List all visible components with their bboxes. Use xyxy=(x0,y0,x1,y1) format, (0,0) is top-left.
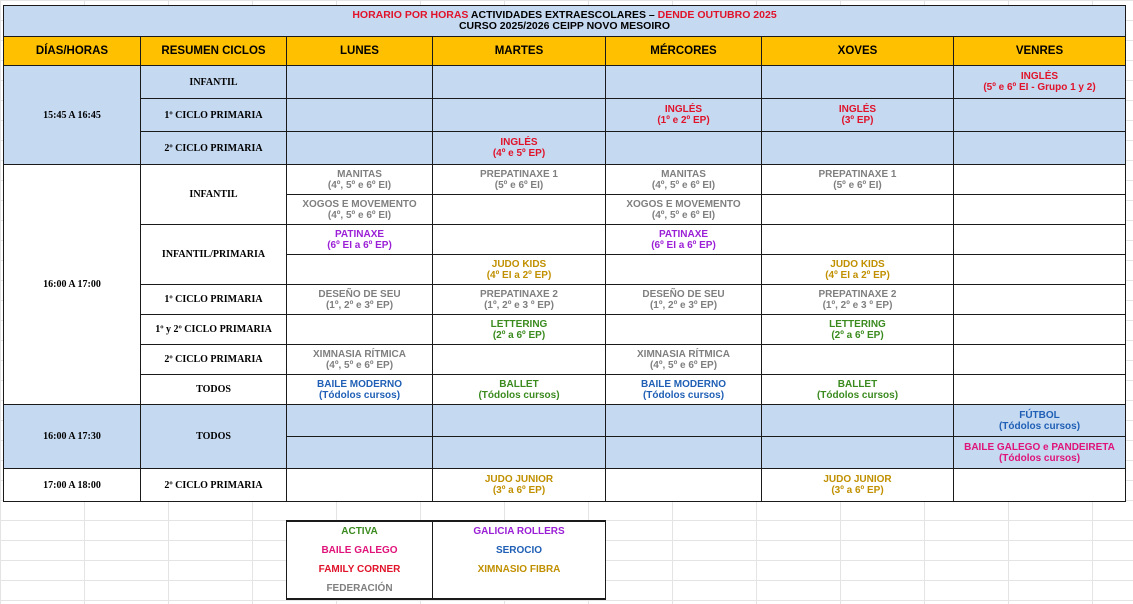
cell-empty[interactable] xyxy=(287,405,433,437)
cycle-1-2-primaria[interactable]: 1º y 2º CICLO PRIMARIA xyxy=(141,315,287,345)
activity-groups: (Tódolos cursos) xyxy=(318,389,401,401)
activity-deseno-monday[interactable] xyxy=(287,285,433,315)
activity-name: BAILE GALEGO e PANDEIRETA xyxy=(964,441,1115,453)
activity-groups: (Tódolos cursos) xyxy=(816,389,899,401)
cycle-1-primaria[interactable]: 1º CICLO PRIMARIA xyxy=(141,99,287,132)
activity-ballet-thursday[interactable] xyxy=(762,375,954,405)
cell-empty[interactable] xyxy=(954,165,1126,195)
header-days-hours[interactable]: DÍAS/HORAS xyxy=(4,37,141,66)
activity-name: PREPATINAXE 1 xyxy=(480,168,558,180)
legend-activa[interactable]: ACTIVA xyxy=(287,521,433,541)
legend-galicia-rollers[interactable]: GALICIA ROLLERS xyxy=(433,521,606,541)
provider-legend xyxy=(286,520,606,600)
activity-groups: (4º, 5º e 6º EP) xyxy=(649,359,718,371)
activity-name: XOGOS E MOVEMENTO xyxy=(302,198,417,210)
activity-groups: (Tódolos cursos) xyxy=(998,420,1081,432)
activity-prepatinaxe1-tuesday[interactable] xyxy=(433,165,606,195)
cell-empty[interactable] xyxy=(762,66,954,99)
cell-empty[interactable] xyxy=(954,195,1126,225)
slot-1600-1730[interactable]: 16:00 A 17:30 xyxy=(4,405,141,469)
activity-name: PREPATINAXE 2 xyxy=(818,288,897,300)
activity-prepatinaxe2-tuesday[interactable] xyxy=(433,285,606,315)
header-thursday[interactable]: XOVES xyxy=(762,37,954,66)
schedule-title[interactable] xyxy=(4,6,1126,37)
activity-deseno-wednesday[interactable] xyxy=(606,285,762,315)
activity-name: LETTERING xyxy=(490,318,548,330)
activity-name: LETTERING xyxy=(829,318,886,330)
activity-groups: (1º e 2º EP) xyxy=(657,115,710,126)
cell-empty[interactable] xyxy=(433,66,606,99)
activity-name: PATINAXE xyxy=(658,228,709,240)
legend-empty[interactable] xyxy=(433,579,606,599)
activity-patinaxe-wednesday[interactable] xyxy=(606,225,762,255)
activity-name: MANITAS xyxy=(337,168,382,180)
slot-1545-1645[interactable]: 15:45 A 16:45 xyxy=(4,66,141,165)
cell-empty[interactable] xyxy=(954,285,1126,315)
activity-name: BALLET xyxy=(499,378,539,390)
activity-groups: (Tódolos cursos) xyxy=(998,452,1081,464)
legend-family-corner[interactable]: FAMILY CORNER xyxy=(287,560,433,579)
table-row xyxy=(4,225,1126,255)
activity-groups: (4º EI a 2º EP) xyxy=(825,269,890,281)
activity-groups: (5º e 6º EI - Grupo 1 y 2) xyxy=(983,82,1096,93)
activity-lettering-tuesday[interactable] xyxy=(433,315,606,345)
cycle-1-primaria[interactable]: 1º CICLO PRIMARIA xyxy=(141,285,287,315)
activity-groups: (Tódolos cursos) xyxy=(478,389,560,401)
cell-empty[interactable] xyxy=(606,405,762,437)
activity-lettering-thursday[interactable] xyxy=(762,315,954,345)
activity-ximnasia-wednesday[interactable] xyxy=(606,345,762,375)
activity-groups: (4º, 5º e 6º EP) xyxy=(325,359,394,371)
activity-groups: (Tódolos cursos) xyxy=(642,389,725,401)
cell-empty[interactable] xyxy=(433,345,606,375)
cell-empty[interactable] xyxy=(762,195,954,225)
cell-empty[interactable] xyxy=(954,315,1126,345)
cell-empty[interactable] xyxy=(954,225,1126,255)
legend-serocio[interactable]: SEROCIO xyxy=(433,541,606,560)
cell-empty[interactable] xyxy=(287,315,433,345)
activity-name: PREPATINAXE 2 xyxy=(480,288,558,300)
legend-ximnasio-fibra[interactable]: XIMNASIO FIBRA xyxy=(433,560,606,579)
cell-empty[interactable] xyxy=(606,437,762,469)
activity-groups: (1º, 2º e 3º EP) xyxy=(649,299,718,311)
slot-1600-1700[interactable]: 16:00 A 17:00 xyxy=(4,165,141,405)
activity-ximnasia-monday[interactable] xyxy=(287,345,433,375)
cell-empty[interactable] xyxy=(606,66,762,99)
activity-groups: (1º, 2º e 3 º EP) xyxy=(822,299,893,311)
cell-empty[interactable] xyxy=(433,437,606,469)
cycle-todos[interactable]: TODOS xyxy=(141,375,287,405)
cell-empty[interactable] xyxy=(762,225,954,255)
cell-empty[interactable] xyxy=(433,225,606,255)
activity-name: XIMNASIA RÍTMICA xyxy=(313,348,406,360)
cycle-2-primaria[interactable]: 2º CICLO PRIMARIA xyxy=(141,345,287,375)
cell-empty[interactable] xyxy=(287,255,433,285)
activity-baile-galego-friday[interactable] xyxy=(954,437,1126,469)
header-summary-cycles[interactable]: RESUMEN CICLOS xyxy=(141,37,287,66)
cell-empty[interactable] xyxy=(762,405,954,437)
activity-ingles-tuesday[interactable] xyxy=(433,132,606,165)
cell-empty[interactable] xyxy=(954,375,1126,405)
activity-groups: (4º e 5º EP) xyxy=(492,148,546,159)
cycle-todos[interactable]: TODOS xyxy=(141,405,287,469)
activity-groups: (6º EI a 6º EP) xyxy=(651,239,716,251)
cell-empty[interactable] xyxy=(433,405,606,437)
cell-empty[interactable] xyxy=(287,437,433,469)
activity-groups: (3º a 6º EP) xyxy=(492,485,546,496)
activity-name: JUDO KIDS xyxy=(491,258,547,270)
activity-name: PATINAXE xyxy=(334,228,385,240)
header-friday[interactable]: VENRES xyxy=(954,37,1126,66)
activity-judo-junior-tuesday[interactable] xyxy=(433,469,606,502)
activity-manitas-monday[interactable] xyxy=(287,165,433,195)
activity-groups: (4º, 5º e 6º EI) xyxy=(327,179,392,191)
cell-empty[interactable] xyxy=(287,132,433,165)
table-row xyxy=(4,132,1126,165)
cell-empty[interactable] xyxy=(762,132,954,165)
activity-name: INGLÉS xyxy=(1020,71,1059,82)
cycle-2-primaria[interactable]: 2º CICLO PRIMARIA xyxy=(141,469,287,502)
cell-empty[interactable] xyxy=(954,469,1126,502)
activity-name: FÚTBOL xyxy=(1019,409,1060,421)
title-part-horario: HORARIO POR HORAS xyxy=(352,9,469,21)
activity-groups: (4º, 5º e 6º EI) xyxy=(651,209,716,221)
cell-empty[interactable] xyxy=(954,255,1126,285)
cell-empty[interactable] xyxy=(433,195,606,225)
cell-empty[interactable] xyxy=(606,132,762,165)
activity-groups: (3º EP) xyxy=(841,115,874,126)
activity-name: BAILE MODERNO xyxy=(317,378,402,390)
header-row xyxy=(4,37,1126,66)
activity-xogos-monday[interactable] xyxy=(287,195,433,225)
header-tuesday[interactable]: MARTES xyxy=(433,37,606,66)
activity-groups: (4º, 5º e 6º EI) xyxy=(651,179,716,191)
activity-groups: (2º a 6º EP) xyxy=(831,329,884,341)
cell-empty[interactable] xyxy=(762,437,954,469)
cell-empty[interactable] xyxy=(287,66,433,99)
activity-name: BAILE MODERNO xyxy=(641,378,726,390)
schedule-sheet xyxy=(3,5,1126,502)
table-row xyxy=(4,285,1126,315)
activity-judokids-tuesday[interactable] xyxy=(433,255,606,285)
activity-name: MANITAS xyxy=(661,168,706,180)
activity-groups: (5º e 6º EI) xyxy=(833,179,882,191)
activity-name: INGLÉS xyxy=(500,137,538,148)
activity-groups: (4º EI a 2º EP) xyxy=(486,269,552,281)
activity-name: XOGOS E MOVEMENTO xyxy=(626,198,741,210)
table-row xyxy=(4,405,1126,437)
title-part-actividades: ACTIVIDADES EXTRAESCOLARES – xyxy=(468,9,658,21)
activity-ballet-tuesday[interactable] xyxy=(433,375,606,405)
activity-name: JUDO KIDS xyxy=(830,258,885,270)
activity-prepatinaxe1-thursday[interactable] xyxy=(762,165,954,195)
cell-empty[interactable] xyxy=(954,345,1126,375)
cycle-infantil-primaria[interactable]: INFANTIL/PRIMARIA xyxy=(141,225,287,285)
header-wednesday[interactable]: MÉRCORES xyxy=(606,37,762,66)
activity-baile-moderno-wednesday[interactable] xyxy=(606,375,762,405)
table-row xyxy=(4,345,1126,375)
title-course: CURSO 2025/2026 CEIPP NOVO MESOIRO xyxy=(458,20,671,32)
table-row xyxy=(4,375,1126,405)
table-row xyxy=(4,99,1126,132)
activity-name: JUDO JUNIOR xyxy=(484,474,554,485)
activity-groups: (1º, 2º e 3 º EP) xyxy=(484,299,554,311)
table-row xyxy=(4,66,1126,99)
activity-judokids-thursday[interactable] xyxy=(762,255,954,285)
activity-groups: (1º, 2º e 3º EP) xyxy=(325,299,394,311)
cycle-infantil[interactable]: INFANTIL xyxy=(141,165,287,225)
activity-judo-junior-thursday[interactable] xyxy=(762,469,954,502)
schedule-table xyxy=(3,5,1126,502)
activity-patinaxe-monday[interactable] xyxy=(287,225,433,255)
activity-name: JUDO JUNIOR xyxy=(823,474,892,485)
activity-name: DESEÑO DE SEU xyxy=(642,288,725,300)
activity-name: PREPATINAXE 1 xyxy=(818,168,897,180)
activity-ingles-wednesday[interactable] xyxy=(606,99,762,132)
cell-empty[interactable] xyxy=(433,99,606,132)
cell-empty[interactable] xyxy=(762,345,954,375)
legend-baile-galego[interactable]: BAILE GALEGO xyxy=(287,541,433,560)
activity-baile-moderno-monday[interactable] xyxy=(287,375,433,405)
activity-name: DESEÑO DE SEU xyxy=(318,288,401,300)
activity-groups: (3º a 6º EP) xyxy=(831,485,884,496)
header-monday[interactable]: LUNES xyxy=(287,37,433,66)
activity-name: INGLÉS xyxy=(664,104,703,115)
cell-empty[interactable] xyxy=(954,99,1126,132)
activity-futbol-friday[interactable] xyxy=(954,405,1126,437)
table-row xyxy=(4,315,1126,345)
legend-federacion[interactable]: FEDERACIÓN xyxy=(287,579,433,599)
activity-groups: (6º EI a 6º EP) xyxy=(327,239,392,251)
activity-xogos-wednesday[interactable] xyxy=(606,195,762,225)
cycle-2-primaria[interactable]: 2º CICLO PRIMARIA xyxy=(141,132,287,165)
activity-groups: (2º a 6º EP) xyxy=(492,329,546,341)
slot-1700-1800[interactable]: 17:00 A 18:00 xyxy=(4,469,141,502)
activity-groups: (5º e 6º EI) xyxy=(494,179,544,191)
title-part-date: DENDE OUTUBRO 2025 xyxy=(657,9,777,21)
cycle-infantil[interactable]: INFANTIL xyxy=(141,66,287,99)
activity-groups: (4º, 5º e 6º EI) xyxy=(327,209,392,221)
cell-empty[interactable] xyxy=(287,469,433,502)
activity-name: XIMNASIA RÍTMICA xyxy=(637,348,730,360)
cell-empty[interactable] xyxy=(287,99,433,132)
cell-empty[interactable] xyxy=(606,469,762,502)
activity-prepatinaxe2-thursday[interactable] xyxy=(762,285,954,315)
activity-name: BALLET xyxy=(837,378,878,390)
activity-name: INGLÉS xyxy=(838,104,877,115)
cell-empty[interactable] xyxy=(606,315,762,345)
cell-empty[interactable] xyxy=(606,255,762,285)
activity-ingles-friday[interactable] xyxy=(954,66,1126,99)
activity-manitas-wednesday[interactable] xyxy=(606,165,762,195)
table-row xyxy=(4,469,1126,502)
activity-ingles-thursday[interactable] xyxy=(762,99,954,132)
table-row xyxy=(4,165,1126,195)
cell-empty[interactable] xyxy=(954,132,1126,165)
